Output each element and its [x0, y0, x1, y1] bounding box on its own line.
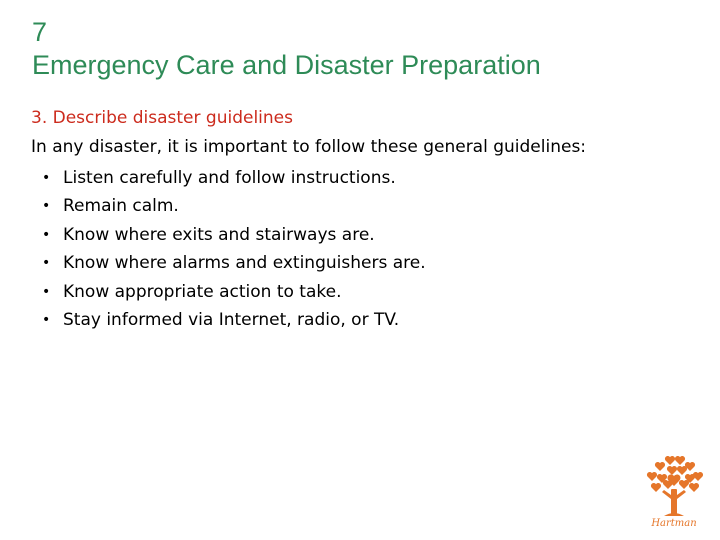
list-item-text: Listen carefully and follow instructions. [63, 168, 396, 188]
list-item-text: Know appropriate action to take. [63, 281, 342, 302]
bullet-icon: • [42, 170, 51, 186]
heart-tree-icon [642, 455, 706, 517]
list-item [42, 249, 426, 277]
bullet-icon: • [42, 226, 51, 243]
guideline-list [42, 164, 426, 334]
list-item-text: Know where alarms and extinguishers are. [63, 253, 426, 274]
intro-text: In any disaster, it is important to follow these general guidelines: [31, 137, 587, 157]
list-item [42, 164, 426, 192]
section-subheading: 3. Describe disaster guidelines [31, 108, 293, 128]
bullet-icon: • [42, 255, 51, 272]
list-item-text: Know where exits and stairways are. [63, 224, 375, 245]
list-item-text: Stay informed via Internet, radio, or TV. [63, 309, 400, 330]
bullet-icon: • [42, 198, 51, 215]
list-item-text: Remain calm. [63, 196, 179, 217]
hartman-logo [642, 455, 706, 535]
list-item [42, 278, 426, 306]
chapter-number: 7 [32, 17, 48, 47]
logo-text: Hartman [651, 518, 697, 529]
list-item [42, 192, 426, 220]
slide-title [32, 16, 692, 82]
bullet-icon: • [42, 283, 51, 300]
list-item [42, 306, 426, 334]
bullet-icon: • [42, 311, 51, 328]
chapter-title: Emergency Care and Disaster Preparation [32, 50, 541, 80]
list-item [42, 221, 426, 249]
